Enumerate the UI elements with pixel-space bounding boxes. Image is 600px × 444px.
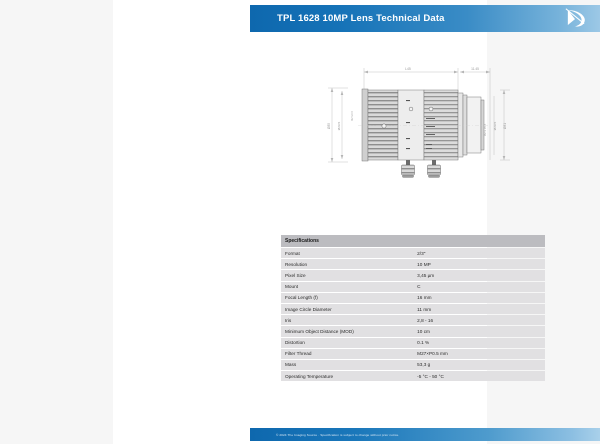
spec-value: 0.1 %	[413, 338, 545, 348]
table-row	[281, 270, 545, 280]
spec-key: Resolution	[281, 259, 413, 269]
svg-text:M27x0.5: M27x0.5	[351, 111, 354, 121]
table-row	[281, 259, 545, 269]
table-row	[281, 326, 545, 336]
specifications-table	[281, 234, 545, 382]
table-row	[281, 371, 545, 381]
table-row	[281, 360, 545, 370]
table-header-label: Specifications	[281, 235, 545, 247]
spec-key: Iris	[281, 315, 413, 325]
table-row	[281, 338, 545, 348]
spec-key: Filter Thread	[281, 349, 413, 359]
spec-key: Mass	[281, 360, 413, 370]
svg-text:Ø29.5: Ø29.5	[493, 121, 497, 131]
spec-key: Image Circle Diameter	[281, 304, 413, 314]
spec-key: Distortion	[281, 338, 413, 348]
spec-key: Format	[281, 248, 413, 258]
svg-text:11.45: 11.45	[471, 67, 479, 71]
spec-value: -5 °C - 50 °C	[413, 371, 545, 381]
specifications-table-body	[281, 235, 545, 381]
table-header-row	[281, 235, 545, 247]
table-row	[281, 293, 545, 303]
spec-value: 10 MP	[413, 259, 545, 269]
spec-value: 3,45 µm	[413, 270, 545, 280]
table-row	[281, 315, 545, 325]
table-row	[281, 304, 545, 314]
footer-copyright: © 2024 The Imaging Source · Specification is subject to change without prior notice.	[276, 432, 400, 437]
svg-text:L45: L45	[405, 67, 411, 71]
table-row	[281, 282, 545, 292]
spec-value: M27×P0.5 mm	[413, 349, 545, 359]
table-row	[281, 349, 545, 359]
lens-technical-drawing	[318, 60, 518, 195]
svg-text:Ø35: Ø35	[327, 122, 331, 130]
spec-key: Pixel Size	[281, 270, 413, 280]
spec-key: Mount	[281, 282, 413, 292]
spec-key: Focal Length (f)	[281, 293, 413, 303]
page-header	[250, 5, 600, 32]
svg-text:Ø31: Ø31	[503, 122, 507, 130]
spec-value: 2,8 - 16	[413, 315, 545, 325]
page-footer	[250, 428, 600, 441]
svg-text:M27x P0.5: M27x P0.5	[484, 123, 487, 137]
imaging-source-bird-logo-icon	[562, 8, 588, 29]
spec-value: C	[413, 282, 545, 292]
pdf-page	[113, 0, 507, 444]
spec-key: Minimum Object Distance (MOD)	[281, 326, 413, 336]
spec-value: 10 cm	[413, 326, 545, 336]
spec-value: 2/3"	[413, 248, 545, 258]
spec-value: 11 mm	[413, 304, 545, 314]
spec-key: Operating Temperature	[281, 371, 413, 381]
spec-value: 16 mm	[413, 293, 545, 303]
table-row	[281, 248, 545, 258]
spec-value: 53,3 g	[413, 360, 545, 370]
page-title: TPL 1628 10MP Lens Technical Data	[277, 13, 445, 24]
svg-text:Ø29.5: Ø29.5	[337, 121, 341, 131]
